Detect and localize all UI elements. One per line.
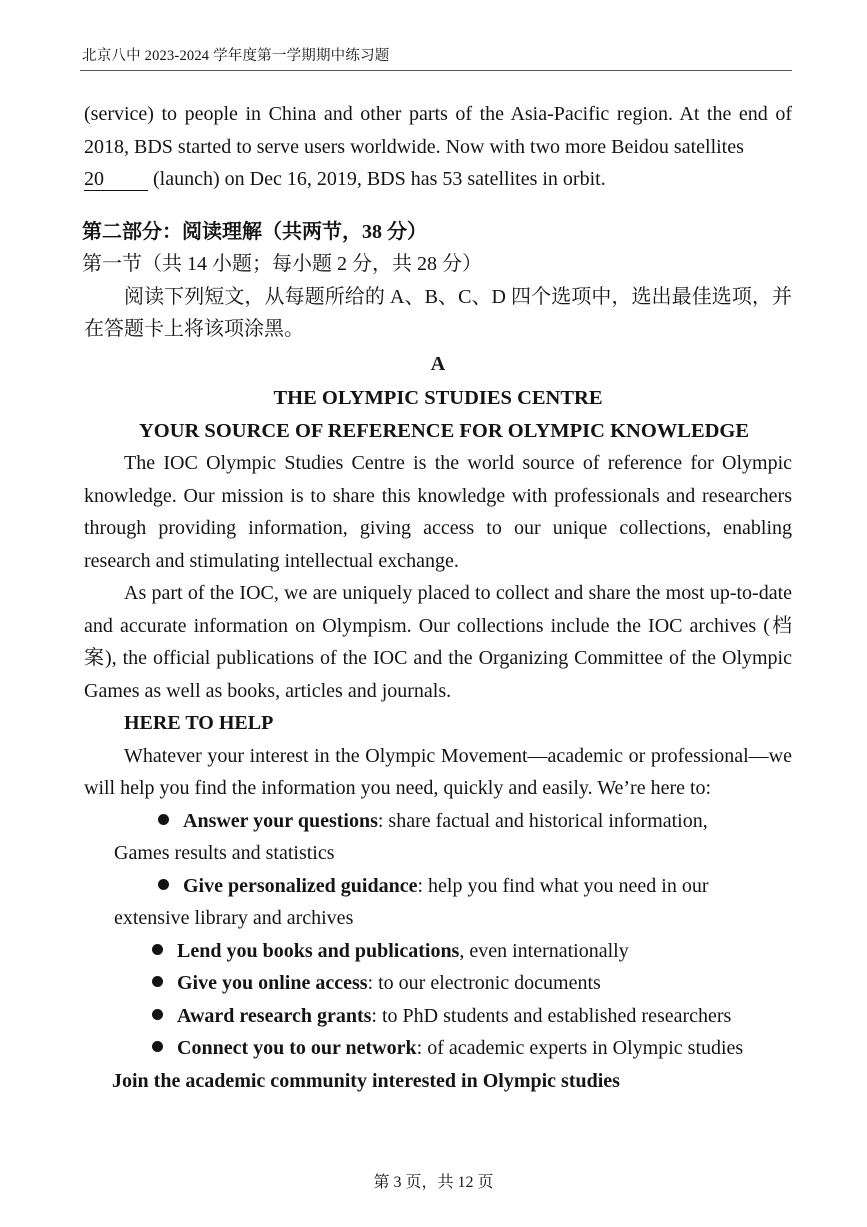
part2-title: 第二部分：阅读理解（共两节，38 分） [82, 220, 427, 243]
section1-title: 第一节（共 14 小题；每小题 2 分，共 28 分） [82, 253, 482, 275]
bullet-icon [158, 814, 169, 825]
item-bold: Give you online access [177, 972, 368, 994]
bullet-icon [152, 976, 163, 987]
passage-subtitle: YOUR SOURCE OF REFERENCE FOR OLYMPIC KNOWLEDGE [138, 419, 750, 442]
list-item [84, 967, 792, 1000]
list-item [84, 805, 792, 870]
item-bold: Lend you books and publications [177, 939, 460, 962]
paragraph-2: As part of the IOC, we are uniquely placed to collect and share the most up-to-date and accurate information on Olympism. Our collections include the IOC archives (档案), the official publications of the IOC and the Organizing Committee of the Olympic Games as well as books, articles and journals. [84, 582, 792, 702]
item-bold: Award research grants [177, 1004, 372, 1027]
join-line: Join the academic community interested in Olympic studies [112, 1069, 620, 1092]
blank-20: 20 [84, 168, 148, 191]
list-item [84, 870, 792, 935]
item-text: : of academic experts in Olympic studies [416, 1037, 744, 1059]
item-text: : help you find what you need in our [417, 874, 709, 897]
item-text: , even internationally [459, 939, 629, 962]
item-bold: Give personalized guidance [183, 874, 418, 897]
item-bold: Answer your questions [183, 809, 378, 832]
intro-paragraph [84, 98, 792, 196]
page-number: 第 3 页，共 12 页 [373, 1174, 494, 1191]
bullet-icon [158, 879, 169, 890]
paragraph-3: Whatever your interest in the Olympic Movement—academic or professional—we will help you find the information you need, quickly and easily. We’re here to: [84, 744, 792, 799]
bullet-icon [152, 1041, 163, 1052]
page-header: 北京八中 2023-2024 学年度第一学期期中练习题 [82, 48, 390, 64]
intro-text: (service) to people in China and other parts of the Asia-Pacific region. At the end of 2018, BDS started to serve users worldwide. Now with two more Beidou satellites [84, 103, 792, 158]
paragraph-1: The IOC Olympic Studies Centre is the world source of reference for Olympic knowledge. Our mission is to share this knowledge with professionals and researchers through providing information, giving access to our unique collections, enabling research and stimulating intellectual exchange. [84, 452, 792, 572]
item-text: : to our electronic documents [367, 972, 601, 994]
here-to-help-heading: HERE TO HELP [124, 712, 274, 734]
list-item [84, 1000, 792, 1033]
list-item [84, 935, 792, 968]
item-text: : share factual and historical information, [377, 809, 708, 832]
header-divider [80, 70, 792, 71]
item-continuation: extensive library and archives [114, 907, 354, 929]
item-bold: Connect you to our network [177, 1037, 417, 1059]
item-text: : to PhD students and established researchers [371, 1004, 732, 1027]
passage-letter: A [430, 352, 446, 375]
services-list [84, 805, 792, 1065]
passage-title: THE OLYMPIC STUDIES CENTRE [273, 387, 603, 409]
intro-text-end: (launch) on Dec 16, 2019, BDS has 53 satellites in orbit. [153, 168, 606, 190]
page-content [84, 98, 792, 1097]
item-continuation: Games results and statistics [114, 842, 335, 864]
bullet-icon [152, 944, 163, 955]
bullet-icon [152, 1009, 163, 1020]
instruction: 阅读下列短文，从每题所给的 A、B、C、D 四个选项中，选出最佳选项，并在答题卡上将该项涂黑。 [84, 285, 792, 340]
list-item [84, 1032, 792, 1065]
